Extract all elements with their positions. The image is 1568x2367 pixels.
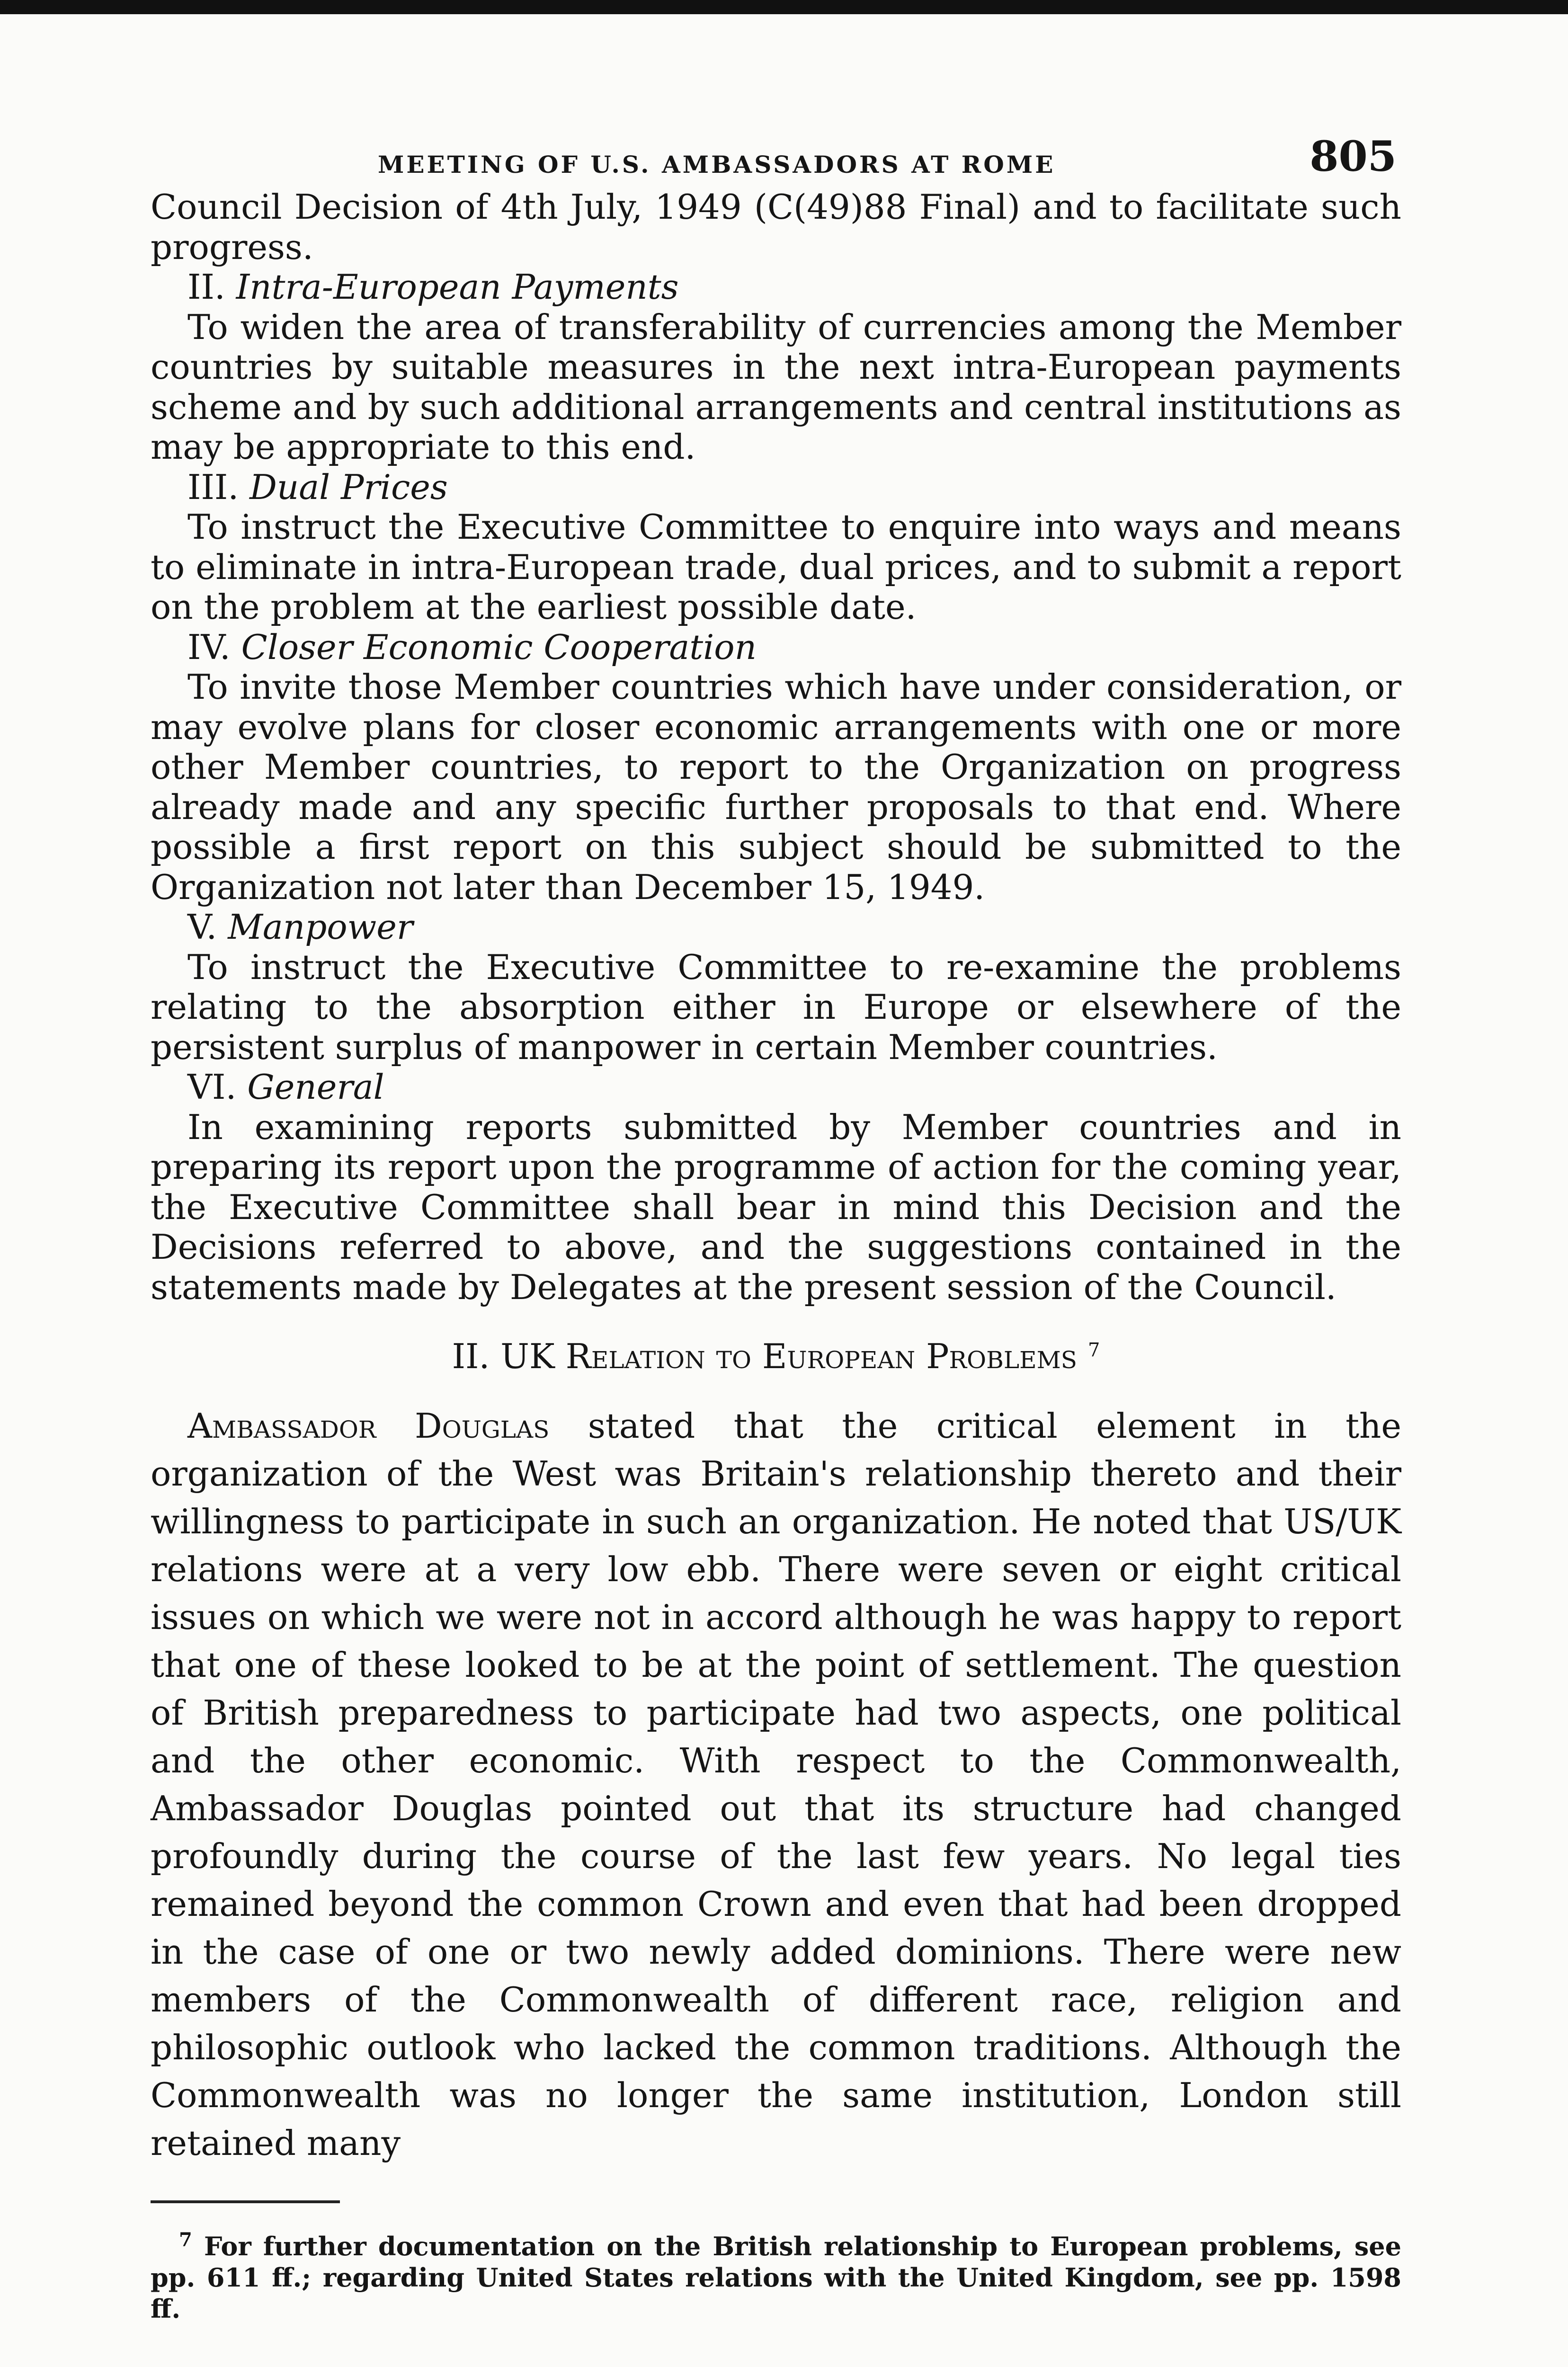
section-list	[151, 267, 1401, 1307]
opening-paragraph: Council Decision of 4th July, 1949 (C(49)88 Final) and to facilitate such progress.	[151, 187, 1401, 267]
indent	[151, 307, 187, 347]
section-title: Manpower	[228, 907, 413, 947]
section-title: Dual Prices	[249, 467, 448, 507]
section-body: To invite those Member countries which have under consideration, or may evolve plans for closer economic arrangements with one or more other Member countries, to report to the Organization on progress already made and any specific further proposals to that end. Where possible a first report on this subject should be submitted to the Organization not later than December 15, 1949.	[151, 667, 1401, 907]
body-paragraph	[151, 1402, 1401, 2167]
section	[151, 267, 1401, 467]
section-body: In examining reports submitted by Member countries and in preparing its report upon the programme of action for the coming year, the Executive Committee shall bear in mind this Decision and the Decisions referred to above, and the suggestions contained in the statements made by Delegates at the present session of the Council.	[151, 1107, 1401, 1307]
indent	[151, 947, 187, 987]
footnote-divider	[151, 2200, 340, 2203]
part-numeral: II.	[452, 1336, 490, 1376]
section-heading	[187, 907, 1401, 947]
section-numeral: VI.	[187, 1067, 237, 1107]
section-text	[151, 507, 1401, 627]
running-head: MEETING OF U.S. AMBASSADORS AT ROME	[378, 151, 1056, 178]
section-body: To instruct the Executive Committee to enquire into ways and means to eliminate in intra-European trade, dual prices, and to submit a report on the problem at the earliest possible date.	[151, 507, 1401, 627]
section	[151, 1067, 1401, 1307]
section-heading	[187, 1067, 1401, 1107]
section-text	[151, 1107, 1401, 1308]
part-heading	[151, 1336, 1401, 1376]
indent	[151, 1107, 187, 1147]
section-heading	[187, 267, 1401, 307]
section	[151, 467, 1401, 627]
section-numeral: III.	[187, 467, 239, 507]
section	[151, 627, 1401, 908]
section-text	[151, 667, 1401, 907]
section-numeral: V.	[187, 907, 217, 947]
indent	[151, 507, 187, 547]
section-title: General	[247, 1067, 384, 1107]
section-numeral: II.	[187, 267, 225, 307]
page-header	[151, 118, 1401, 187]
section-heading	[187, 627, 1401, 667]
footnote-reference: 7	[1087, 1339, 1100, 1361]
speaker-name: Ambassador Douglas	[187, 1406, 550, 1446]
section-numeral: IV.	[187, 627, 231, 667]
section-body: To instruct the Executive Committee to re-examine the problems relating to the absorption either in Europe or elsewhere of the persistent surplus of manpower in certain Member countries.	[151, 947, 1401, 1067]
body-text: stated that the critical element in the organization of the West was Britain's relationship thereto and their willingness to participate in such an organization. He noted that US/UK relations were at a very low ebb. There were seven or eight critical issues on which we were not in accord although he was happy to report that one of these looked to be at the point of settlement. The question of British preparedness to participate had two aspects, one political and the other economic. With respect to the Commonwealth, Ambassador Douglas pointed out that its structure had changed profoundly during the course of the last few years. No legal ties remained beyond the common Crown and even that had been dropped in the case of one or two newly added dominions. There were new members of the Commonwealth of different race, religion and philosophic outlook who lacked the common traditions. Although the Commonwealth was no longer the same institution, London still retained many	[151, 1406, 1401, 2163]
document-page	[151, 118, 1401, 2324]
footnote-marker: 7	[179, 2229, 192, 2251]
section-text	[151, 307, 1401, 467]
indent	[151, 667, 187, 707]
section-text	[151, 947, 1401, 1068]
section-body: To widen the area of transferability of currencies among the Member countries by suitable measures in the next intra-European payments scheme and by such additional arrangements and central institutions as may be appropriate to this end.	[151, 307, 1401, 467]
section-title: Intra-European Payments	[236, 267, 679, 307]
section	[151, 907, 1401, 1067]
footnote-text: For further documentation on the British relationship to European problems, see pp. 611 ff.; regarding United States relations with the United Kingdom, see pp. 1598 ff.	[151, 2231, 1401, 2324]
section-title: Closer Economic Cooperation	[241, 627, 757, 667]
page-number: 805	[1310, 132, 1397, 181]
scan-top-border	[0, 0, 1568, 14]
section-heading	[187, 467, 1401, 507]
part-title: UK Relation to European Problems	[500, 1336, 1078, 1376]
footnote	[151, 2225, 1401, 2324]
